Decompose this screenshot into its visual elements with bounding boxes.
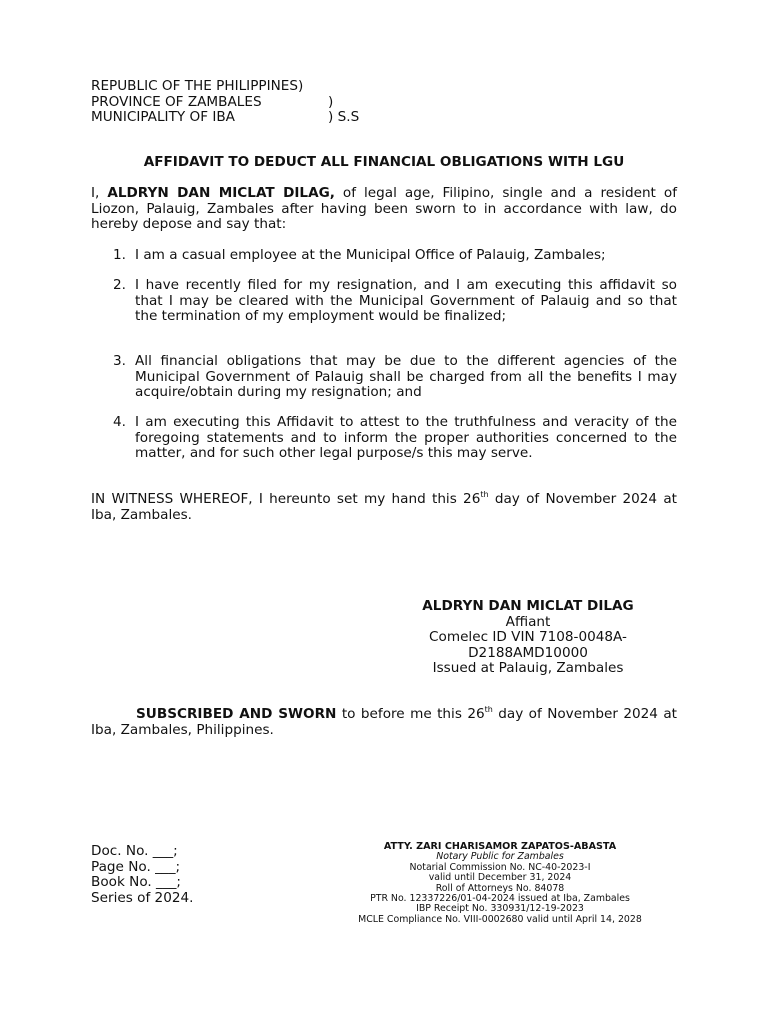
venue-ss: ) S.S [328,109,360,125]
doc-number: Doc. No. ___; [91,843,178,859]
list-item-number: 1. [113,247,126,263]
intro-prefix: I, [91,185,108,201]
notary-ptr: PTR No. 12337226/01-04-2024 issued at Iba, Zambales [370,893,630,905]
notary-name: ATTY. ZARI CHARISAMOR ZAPATOS-ABASTA [383,841,617,852]
list-item-number: 2. [113,277,126,293]
affiant-name: ALDRYN DAN MICLAT DILAG [422,598,634,614]
intro-text: of legal age, Filipino, single and a resident of Liozon, Palauig, Zambales after having been sworn to in accordance with law, do hereby depose and say that: [91,185,677,232]
venue-province-bracket: ) [328,93,334,110]
witness-text-after: day of November 2024 at Iba, Zambales. [91,491,677,523]
notary-roll: Roll of Attorneys No. 84078 [435,882,565,894]
affiant-issued: Issued at Palauig, Zambales [432,660,624,676]
book-number: Book No. ___; [91,874,182,890]
notary-mcle: MCLE Compliance No. VIII-0002680 valid until April 14, 2028 [358,913,642,925]
list-item-number: 4. [113,414,126,430]
affiant-role: Affiant [505,613,551,630]
page-number: Page No. ___; [91,858,181,875]
jurat-bold: SUBSCRIBED AND SWORN [136,706,337,722]
list-item-text: I have recently filed for my resignation, and I am executing this affidavit so that I may be cleared with the Municipal Government of Palauig and so that the termination of my employment would be finalized; [135,277,677,324]
venue-block [91,79,359,126]
jurat-text-before: to before me this 26 [336,706,485,722]
doc-reference-block [91,844,193,906]
witness-paragraph [91,492,677,523]
jurat-text-after: day of November 2024 at Iba, Zambales, Philippines. [91,706,677,738]
jurat-paragraph [91,707,677,738]
notary-ibp: IBP Receipt No. 330931/12-19-2023 [416,903,584,915]
affiant-signature-block [398,599,658,677]
affiant-id-line2: D2188AMD10000 [468,644,588,661]
series: Series of 2024. [91,889,194,906]
list-item-text: All financial obligations that may be due to the different agencies of the Municipal Government of Palauig shall be charged from all the benefits I may acquire/obtain during my resignation; and [135,353,677,400]
affiant-name-inline: ALDRYN DAN MICLAT DILAG, [107,185,335,201]
notary-title: Notary Public for Zambales [436,851,564,863]
affiant-id-line1: Comelec ID VIN 7108-0048A- [429,629,627,645]
notary-commission: Notarial Commission No. NC-40-2023-I [409,861,591,873]
jurat-ordinal: th [484,705,493,714]
list-item-number: 3. [113,353,126,369]
document-title: AFFIDAVIT TO DEDUCT ALL FINANCIAL OBLIGATIONS WITH LGU [143,154,625,170]
witness-text-before: IN WITNESS WHEREOF, I hereunto set my hand this 26 [91,491,481,507]
venue-municipality: MUNICIPALITY OF IBA [91,109,235,125]
notary-valid: valid until December 31, 2024 [428,872,572,884]
list-item-text: I am a casual employee at the Municipal Office of Palauig, Zambales; [135,247,606,263]
venue-province: PROVINCE OF ZAMBALES [91,93,262,110]
list-item-text: I am executing this Affidavit to attest to the truthfulness and veracity of the foregoing statements and to inform the proper authorities concerned to the matter, and for such other legal purpose/s this may serve. [135,414,677,461]
witness-ordinal: th [480,490,489,499]
notary-block [330,842,670,925]
venue-republic: REPUBLIC OF THE PHILIPPINES) [91,78,304,94]
intro-paragraph [91,186,677,233]
